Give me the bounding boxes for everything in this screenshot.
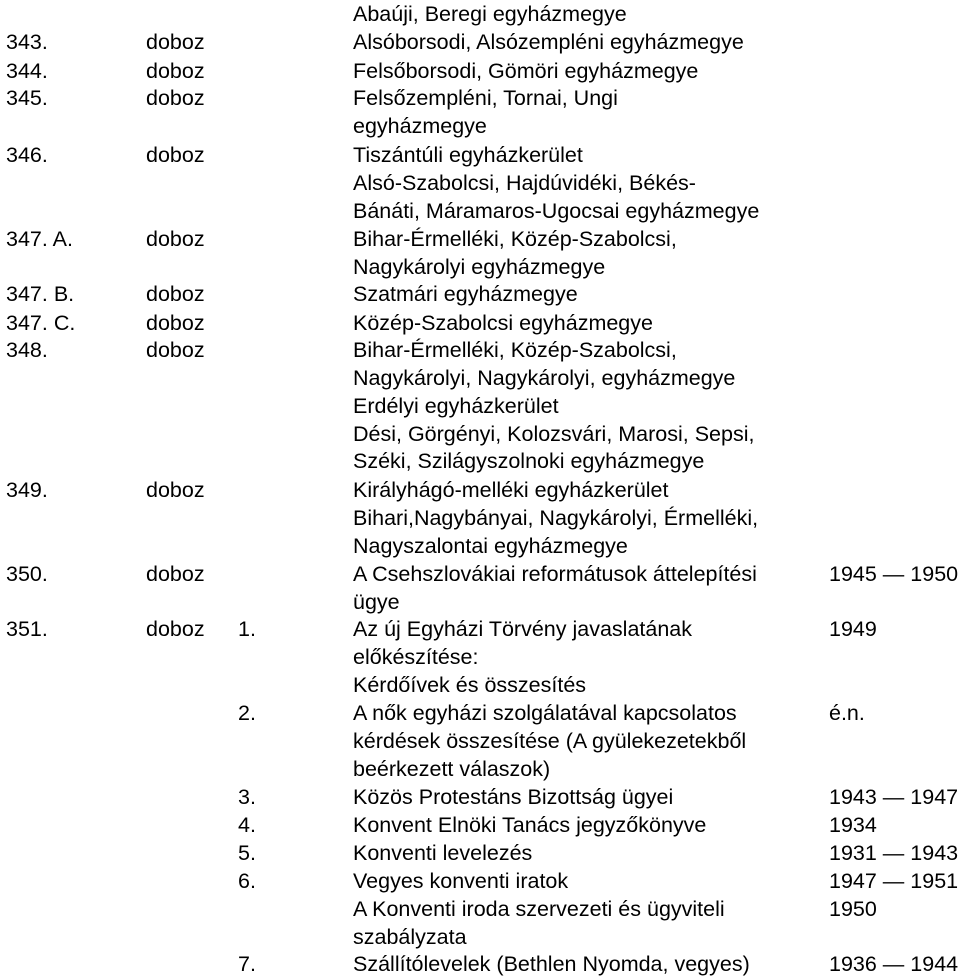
description-line: Konvent Elnöki Tanács jegyzőkönyve xyxy=(353,813,707,837)
description-line: Az új Egyházi Törvény javaslatának xyxy=(353,617,693,641)
description-line: Nagykárolyi egyházmegye xyxy=(353,254,606,279)
box-label: doboz xyxy=(146,617,205,641)
description-line: Szatmári egyházmegye xyxy=(353,282,578,306)
box-number: 344. xyxy=(6,59,48,83)
box-label: doboz xyxy=(146,311,205,335)
description-line: egyházmegye xyxy=(353,113,487,138)
box-label: doboz xyxy=(146,338,205,362)
description-line: Bihari,Nagybányai, Nagykárolyi, Érmelléki, xyxy=(353,505,759,530)
description-line: szabályzata xyxy=(353,924,467,949)
item-number: 5. xyxy=(238,841,256,865)
box-label: doboz xyxy=(146,562,205,586)
box-label: doboz xyxy=(146,59,205,83)
description-line: A Csehszlovákiai reformátusok áttelepítési xyxy=(353,562,757,586)
description-line: Közép-Szabolcsi egyházmegye xyxy=(353,311,653,335)
date-range: 1950 xyxy=(829,897,877,921)
item-number: 2. xyxy=(238,701,256,725)
description-line: Konventi levelezés xyxy=(353,841,533,865)
box-label: doboz xyxy=(146,227,205,251)
description-line: Királyhágó-melléki egyházkerület xyxy=(353,478,669,502)
description-line: ügye xyxy=(353,589,400,614)
item-number: 3. xyxy=(238,785,256,809)
item-number: 7. xyxy=(238,952,256,976)
date-range: 1945 ― 1950 xyxy=(829,562,959,586)
box-number: 343. xyxy=(6,30,48,54)
box-label: doboz xyxy=(146,86,205,110)
description-line: A nők egyházi szolgálatával kapcsolatos xyxy=(353,701,737,725)
date-range: 1936 ― 1944 xyxy=(829,952,959,976)
description-line: kérdések összesítése (A gyülekezetekből xyxy=(353,728,747,753)
box-number: 347. B. xyxy=(6,282,75,306)
description-line: Közös Protestáns Bizottság ügyei xyxy=(353,785,674,809)
item-number: 1. xyxy=(238,617,256,641)
box-number: 347. A. xyxy=(6,227,73,251)
box-label: doboz xyxy=(146,478,205,502)
date-range: 1934 xyxy=(829,813,877,837)
box-number: 348. xyxy=(6,338,48,362)
box-label: doboz xyxy=(146,282,205,306)
box-number: 346. xyxy=(6,143,48,167)
description-line: Bihar-Érmelléki, Közép-Szabolcsi, xyxy=(353,227,677,251)
box-label: doboz xyxy=(146,30,205,54)
box-number: 351. xyxy=(6,617,48,641)
description-line: Dési, Görgényi, Kolozsvári, Marosi, Sepsi, xyxy=(353,421,755,446)
box-number: 350. xyxy=(6,562,48,586)
box-number: 347. C. xyxy=(6,311,76,335)
item-number: 6. xyxy=(238,869,256,893)
description-line: Nagykárolyi, Nagykárolyi, egyházmegye xyxy=(353,365,736,390)
description-line: Alsóborsodi, Alsózempléni egyházmegye xyxy=(353,30,744,54)
description-line: Széki, Szilágyszolnoki egyházmegye xyxy=(353,449,705,474)
date-range: 1947 ― 1951 xyxy=(829,869,959,893)
item-number: 4. xyxy=(238,813,256,837)
description-line: Vegyes konventi iratok xyxy=(353,869,569,893)
description-line: Abaúji, Beregi egyházmegye xyxy=(353,2,627,26)
date-range: 1931 ― 1943 xyxy=(829,841,959,865)
description-line: Felsőborsodi, Gömöri egyházmegye xyxy=(353,59,699,83)
description-line: beérkezett válaszok) xyxy=(353,756,551,781)
box-label: doboz xyxy=(146,143,205,167)
description-line: előkészítése: xyxy=(353,644,479,669)
description-line: Bihar-Érmelléki, Közép-Szabolcsi, xyxy=(353,338,677,362)
description-line: Nagyszalontai egyházmegye xyxy=(353,533,628,558)
description-line: Bánáti, Máramaros-Ugocsai egyházmegye xyxy=(353,198,760,223)
date-range: 1943 ― 1947 xyxy=(829,785,959,809)
date-range: 1949 xyxy=(829,617,877,641)
description-line: Alsó-Szabolcsi, Hajdúvidéki, Békés- xyxy=(353,170,696,195)
description-line: A Konventi iroda szervezeti és ügyviteli xyxy=(353,897,725,921)
box-number: 345. xyxy=(6,86,48,110)
description-line: Felsőzempléni, Tornai, Ungi xyxy=(353,86,618,110)
box-number: 349. xyxy=(6,478,48,502)
description-line: Szállítólevelek (Bethlen Nyomda, vegyes) xyxy=(353,952,750,976)
description-line: Tiszántúli egyházkerület xyxy=(353,143,583,167)
date-range: é.n. xyxy=(829,701,865,725)
description-line: Kérdőívek és összesítés xyxy=(353,672,587,697)
description-line: Erdélyi egyházkerület xyxy=(353,393,559,418)
